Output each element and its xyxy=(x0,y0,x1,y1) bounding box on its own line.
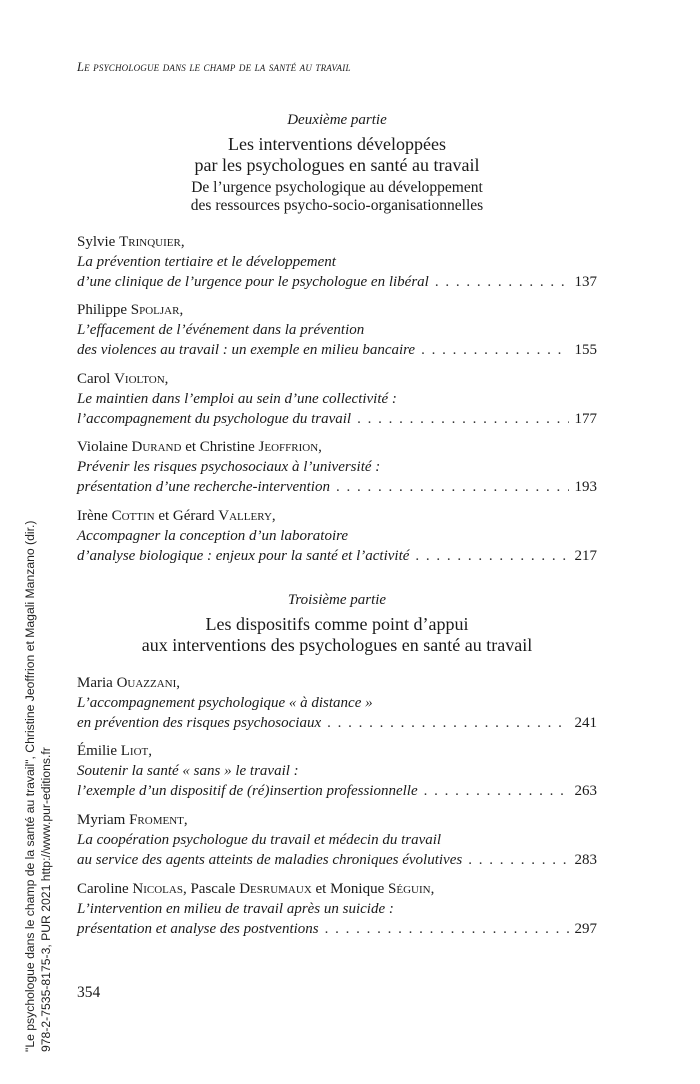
toc-entry-authors: Carol Violton, xyxy=(77,371,169,387)
dot-leader xyxy=(468,850,568,870)
dot-leader xyxy=(325,919,569,939)
part-2-title xyxy=(77,134,597,176)
side-note-line-1: "Le psychologue dans le champ de la santé au travail", Christine Jeoffrion et Magali Manzano (dir.) xyxy=(23,520,37,1052)
toc-entry xyxy=(77,810,597,870)
dot-leader xyxy=(421,340,568,360)
toc-entry-title-line-2: d’analyse biologique : enjeux pour la santé et l’activité . . . 217 xyxy=(77,546,597,566)
part-2-label: Deuxième partie xyxy=(287,112,387,128)
toc-entry xyxy=(77,300,597,360)
toc-entry-title-line-1: Accompagner la conception d’un laboratoire xyxy=(77,528,349,544)
toc-entry-title-line-2: présentation d’une recherche-intervention . . . 193 xyxy=(77,477,597,497)
toc-entry-page: 137 xyxy=(574,274,597,290)
toc-entry-title-line-1: Le maintien dans l’emploi au sein d’une collectivité : xyxy=(77,391,397,407)
part-2-subtitle-line-2: des ressources psycho-socio-organisationnelles xyxy=(190,197,484,214)
toc-entry-page: 263 xyxy=(574,783,597,799)
toc-entry xyxy=(77,673,597,733)
toc-entry xyxy=(77,879,597,939)
toc-entry-title-line-2: l’exemple d’un dispositif de (ré)insertion professionnelle . . . 263 xyxy=(77,781,597,801)
toc-entry-page: 193 xyxy=(574,479,597,495)
toc-entry-authors: Émilie Liot, xyxy=(77,743,152,759)
part-3-label: Troisième partie xyxy=(287,592,387,608)
dot-leader xyxy=(336,477,569,497)
part-2-subtitle xyxy=(77,179,597,215)
dot-leader xyxy=(357,409,568,429)
toc-entry-title-line-2: l’accompagnement du psychologue du travail . . . 177 xyxy=(77,409,597,429)
page-number: 354 xyxy=(77,984,101,1001)
toc-entry-authors: Philippe Spoljar, xyxy=(77,302,184,318)
toc-entry-title-line-2: des violences au travail : un exemple en milieu bancaire . . . 155 xyxy=(77,340,597,360)
side-note-line-2: 978-2-7535-8175-3, PUR 2021 http://www.pur-editions.fr xyxy=(39,747,53,1052)
part-3-title-line-1: Les dispositifs comme point d’appui xyxy=(205,614,469,634)
dot-leader xyxy=(424,781,569,801)
part-2-title-line-2: par les psychologues en santé au travail xyxy=(194,155,480,175)
toc-entry-title-line-2: présentation et analyse des postventions . . . 297 xyxy=(77,919,597,939)
dot-leader xyxy=(415,546,568,566)
part-3-title xyxy=(77,614,597,656)
side-copyright-note xyxy=(22,521,54,1052)
toc-entry-authors: Violaine Durand et Christine Jeoffrion, xyxy=(77,439,322,455)
part-3-title-line-2: aux interventions des psychologues en santé au travail xyxy=(141,635,533,655)
part-3-heading xyxy=(77,592,597,656)
toc-entry xyxy=(77,437,597,497)
toc-entry-authors: Sylvie Trinquier, xyxy=(77,234,185,250)
toc-entry xyxy=(77,232,597,292)
toc-entry-title-line-2: d’une clinique de l’urgence pour le psychologue en libéral . . . 137 xyxy=(77,272,597,292)
toc-entry-title-line-2: au service des agents atteints de maladies chroniques évolutives . . . 283 xyxy=(77,850,597,870)
toc-entry-title-line-1: L’accompagnement psychologique « à distance » xyxy=(77,695,373,711)
toc-entry-page: 297 xyxy=(574,921,597,937)
toc-entry-page: 155 xyxy=(574,342,597,358)
running-header: Le psychologue dans le champ de la santé au travail xyxy=(77,60,351,74)
toc-entry xyxy=(77,741,597,801)
toc-entry-authors: Maria Ouazzani, xyxy=(77,675,181,691)
toc-entry xyxy=(77,369,597,429)
toc-entry-title-line-1: La prévention tertiaire et le développement xyxy=(77,254,336,270)
toc-entry-authors: Caroline Nicolas, Pascale Desrumaux et Monique Séguin, xyxy=(77,881,435,897)
part-2-heading xyxy=(77,112,597,215)
toc-entry-authors: Myriam Froment, xyxy=(77,812,188,828)
toc-entry-authors: Irène Cottin et Gérard Vallery, xyxy=(77,508,276,524)
toc-entry-title-line-1: Soutenir la santé « sans » le travail : xyxy=(77,763,299,779)
toc-entry-page: 283 xyxy=(574,852,597,868)
toc-entry-page: 217 xyxy=(574,548,597,564)
dot-leader xyxy=(435,272,569,292)
toc-entry xyxy=(77,506,597,566)
dot-leader xyxy=(327,713,568,733)
part-2-subtitle-line-1: De l’urgence psychologique au développement xyxy=(191,179,483,196)
toc-entry-page: 177 xyxy=(574,411,597,427)
part-2-title-line-1: Les interventions développées xyxy=(228,134,446,154)
toc-entry-title-line-1: Prévenir les risques psychosociaux à l’université : xyxy=(77,459,381,475)
toc-entry-page: 241 xyxy=(574,715,597,731)
toc-entry-title-line-1: La coopération psychologue du travail et médecin du travail xyxy=(77,832,442,848)
toc-entry-title-line-2: en prévention des risques psychosociaux . . . 241 xyxy=(77,713,597,733)
toc-entry-title-line-1: L’effacement de l’événement dans la prévention xyxy=(77,322,365,338)
toc-entry-title-line-1: L’intervention en milieu de travail après un suicide : xyxy=(77,901,394,917)
